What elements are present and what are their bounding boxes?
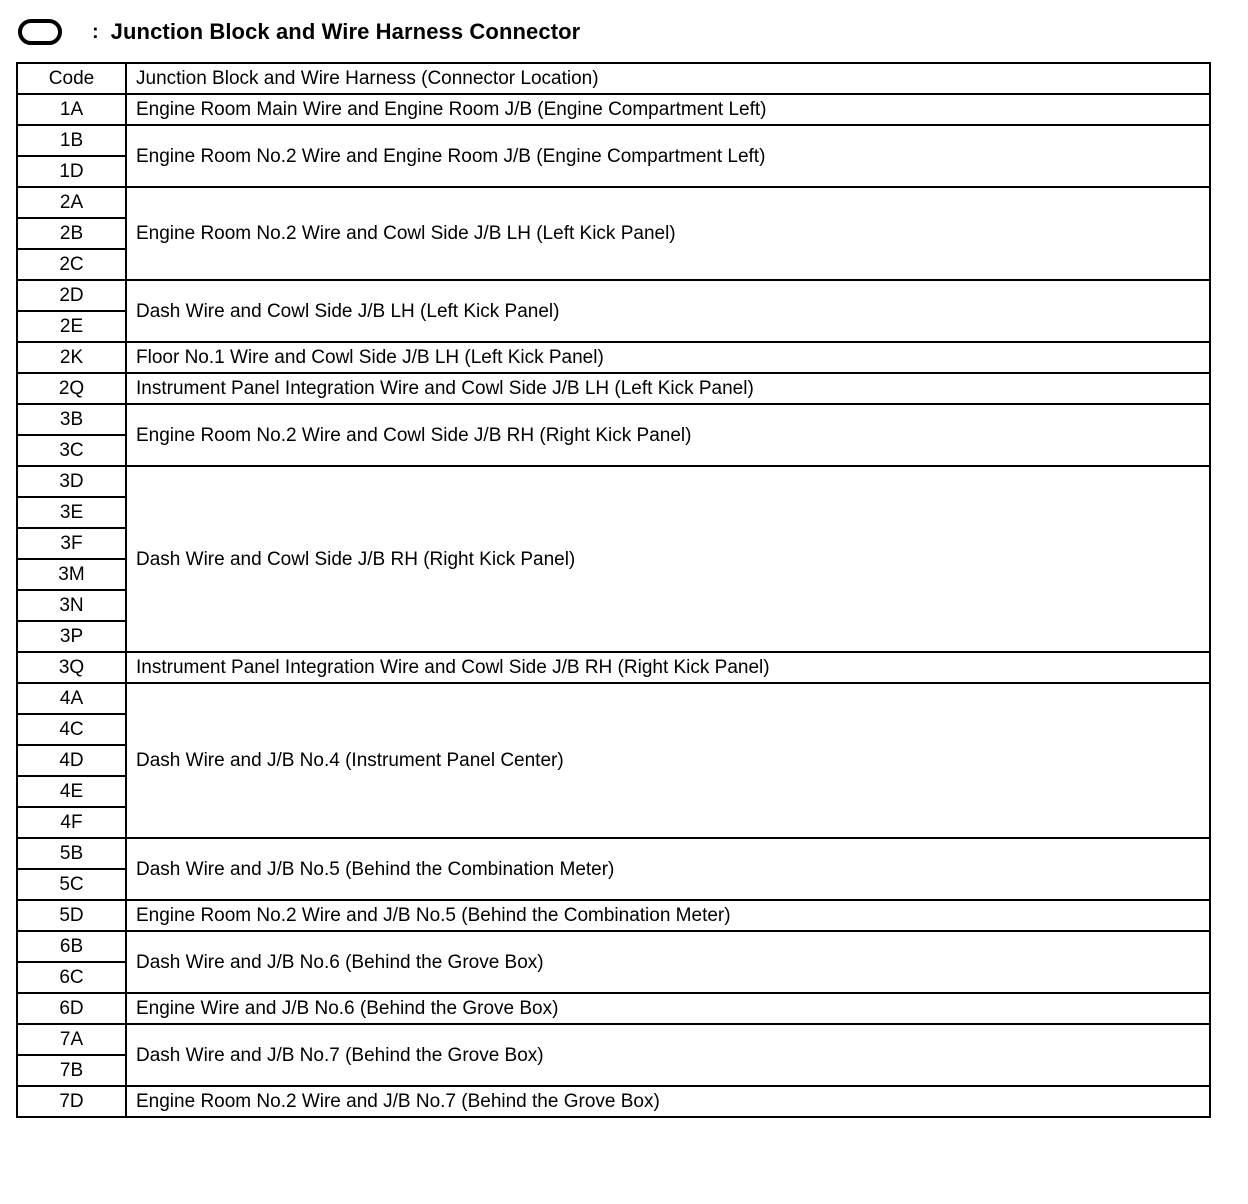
- connector-location-cell: Floor No.1 Wire and Cowl Side J/B LH (Left Kick Panel): [126, 342, 1210, 373]
- connector-location-cell: Instrument Panel Integration Wire and Cowl Side J/B LH (Left Kick Panel): [126, 373, 1210, 404]
- connector-code-cell: 2E: [17, 311, 126, 342]
- connector-code-cell: 3P: [17, 621, 126, 652]
- table-row: [17, 1024, 1210, 1055]
- connector-code-cell: 3N: [17, 590, 126, 621]
- table-row: [17, 652, 1210, 683]
- connector-code-cell: 4C: [17, 714, 126, 745]
- connector-location-cell: Engine Room No.2 Wire and J/B No.7 (Behind the Grove Box): [126, 1086, 1210, 1117]
- table-row: [17, 838, 1210, 869]
- table-row: [17, 125, 1210, 156]
- page-header: [18, 10, 580, 54]
- connector-code-cell: 4E: [17, 776, 126, 807]
- connector-location-cell: Instrument Panel Integration Wire and Cowl Side J/B RH (Right Kick Panel): [126, 652, 1210, 683]
- table-header-row: [17, 63, 1210, 94]
- code-column-header: Code: [17, 63, 126, 94]
- table-row: [17, 466, 1210, 497]
- connector-location-cell: Dash Wire and J/B No.5 (Behind the Combination Meter): [126, 838, 1210, 900]
- connector-code-cell: 4A: [17, 683, 126, 714]
- connector-code-cell: 2C: [17, 249, 126, 280]
- connector-code-cell: 2B: [17, 218, 126, 249]
- connector-code-cell: 3M: [17, 559, 126, 590]
- connector-code-cell: 3B: [17, 404, 126, 435]
- connector-code-cell: 2K: [17, 342, 126, 373]
- table-row: [17, 900, 1210, 931]
- table-row: [17, 1086, 1210, 1117]
- connector-location-cell: Engine Wire and J/B No.6 (Behind the Grove Box): [126, 993, 1210, 1024]
- junction-block-table: [16, 62, 1211, 1118]
- connector-location-cell: Engine Room No.2 Wire and J/B No.5 (Behind the Combination Meter): [126, 900, 1210, 931]
- connector-code-cell: 6D: [17, 993, 126, 1024]
- connector-code-cell: 3E: [17, 497, 126, 528]
- table-row: [17, 404, 1210, 435]
- connector-code-cell: 2A: [17, 187, 126, 218]
- connector-code-cell: 1A: [17, 94, 126, 125]
- table-row: [17, 683, 1210, 714]
- connector-location-cell: Dash Wire and J/B No.7 (Behind the Grove Box): [126, 1024, 1210, 1086]
- table-row: [17, 993, 1210, 1024]
- page-title: Junction Block and Wire Harness Connector: [110, 19, 581, 44]
- connector-code-cell: 3Q: [17, 652, 126, 683]
- connector-location-cell: Engine Room Main Wire and Engine Room J/B (Engine Compartment Left): [126, 94, 1210, 125]
- connector-code-cell: 6C: [17, 962, 126, 993]
- table-row: [17, 94, 1210, 125]
- connector-code-cell: 5D: [17, 900, 126, 931]
- table-row: [17, 373, 1210, 404]
- connector-code-cell: 3C: [17, 435, 126, 466]
- connector-location-cell: Dash Wire and Cowl Side J/B RH (Right Kick Panel): [126, 466, 1210, 652]
- connector-location-cell: Dash Wire and J/B No.4 (Instrument Panel Center): [126, 683, 1210, 838]
- connector-location-cell: Engine Room No.2 Wire and Engine Room J/B (Engine Compartment Left): [126, 125, 1210, 187]
- table-row: [17, 280, 1210, 311]
- connector-location-cell: Engine Room No.2 Wire and Cowl Side J/B RH (Right Kick Panel): [126, 404, 1210, 466]
- header-colon: :: [92, 20, 99, 43]
- connector-code-cell: 2Q: [17, 373, 126, 404]
- table-row: [17, 931, 1210, 962]
- connector-code-cell: 5C: [17, 869, 126, 900]
- connector-code-cell: 4F: [17, 807, 126, 838]
- connector-code-cell: 3F: [17, 528, 126, 559]
- connector-code-cell: 1D: [17, 156, 126, 187]
- connector-code-cell: 1B: [17, 125, 126, 156]
- table-row: [17, 342, 1210, 373]
- connector-code-cell: 7A: [17, 1024, 126, 1055]
- connector-code-cell: 3D: [17, 466, 126, 497]
- rounded-rectangle-outline-icon: [18, 19, 62, 45]
- connector-code-cell: 7D: [17, 1086, 126, 1117]
- connector-code-cell: 7B: [17, 1055, 126, 1086]
- connector-location-cell: Engine Room No.2 Wire and Cowl Side J/B LH (Left Kick Panel): [126, 187, 1210, 280]
- table-row: [17, 187, 1210, 218]
- table-body: [17, 94, 1210, 1117]
- connector-code-cell: 6B: [17, 931, 126, 962]
- connector-code-cell: 5B: [17, 838, 126, 869]
- connector-code-cell: 2D: [17, 280, 126, 311]
- connector-location-cell: Dash Wire and Cowl Side J/B LH (Left Kick Panel): [126, 280, 1210, 342]
- description-column-header: Junction Block and Wire Harness (Connector Location): [126, 63, 1210, 94]
- connector-location-cell: Dash Wire and J/B No.6 (Behind the Grove Box): [126, 931, 1210, 993]
- connector-code-cell: 4D: [17, 745, 126, 776]
